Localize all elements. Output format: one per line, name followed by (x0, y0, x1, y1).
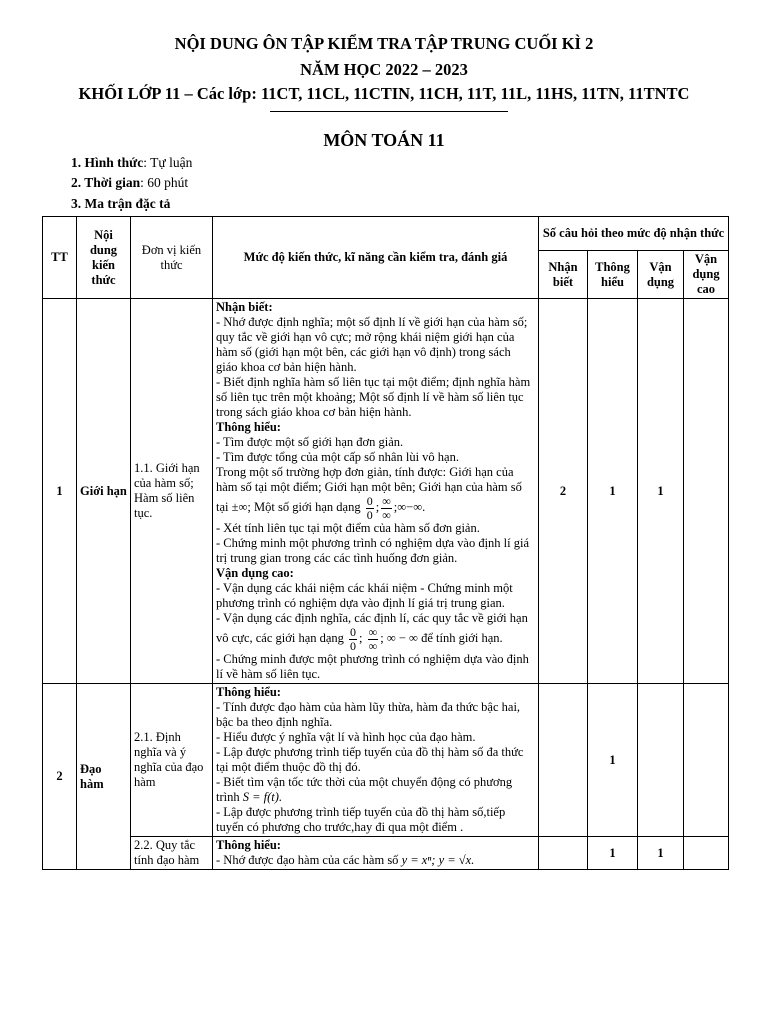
frac-den: 0 (350, 638, 357, 653)
frac-num: 0 (366, 494, 373, 508)
frac-num: ∞ (382, 494, 391, 508)
meta-time (71, 175, 188, 191)
row-description (213, 837, 539, 870)
th-content: Nội dung kiến thức (77, 217, 131, 299)
desc-line: - Biết định nghĩa hàm số liên tục tại một điểm; định nghĩa hàm số liên tục trên một khoảng; Một số định lí về hàm số liên tục trong sách giáo khoa cơ bản hiện hành. (216, 375, 531, 419)
desc-line: - Chứng minh được một phương trình có nghiệm dựa vào định lí về hàm số liên tục. (216, 652, 529, 682)
desc-line: - Lập được phương trình tiếp tuyến của đồ thị hàm số đa thức tại một điểm thuộc đồ thị đó. (216, 745, 524, 775)
count-recog: 2 (539, 299, 588, 684)
doc-title-year: NĂM HỌC 2022 – 2023 (300, 60, 468, 79)
count-apply-high (684, 837, 729, 870)
desc-line: - Tìm được một số giới hạn đơn giản. (216, 435, 404, 449)
desc-text: ∞ − ∞ để tính giới hạn. (386, 631, 503, 646)
desc-line: - Vận dụng các định nghĩa, các định lí, các quy tắc về giới hạn vô cực, các giới hạn dạng $\frac{0}{0}$ ; $\frac{\infty}{\infty}$ ; ∞ − ∞ để tính giới hạn. (216, 611, 528, 653)
row-description (213, 684, 539, 837)
fraction-zero-over-zero (349, 626, 357, 652)
meta-time-value: : 60 phút (140, 175, 189, 190)
th-tt: TT (43, 217, 77, 299)
count-recog (539, 837, 588, 870)
spec-matrix-table (42, 216, 729, 870)
th-apply-high: Vận dụng cao (684, 251, 729, 299)
row-unit: 1.1. Giới hạn của hàm số; Hàm số liên tục. (131, 299, 213, 684)
level-heading: Nhận biết: (216, 300, 273, 314)
frac-den: 0 (366, 507, 373, 522)
th-level: Mức độ kiến thức, kĩ năng cần kiểm tra, đánh giá (213, 217, 539, 299)
row-tt: 1 (43, 299, 77, 684)
table-row (43, 299, 729, 684)
frac-num: ∞ (368, 625, 378, 640)
doc-title-classes: KHỐI LỚP 11 – Các lớp: 11CT, 11CL, 11CTIN, 11CH, 11T, 11L, 11HS, 11TN, 11TNTC (78, 84, 690, 103)
count-understand: 1 (588, 684, 638, 837)
subject-title: MÔN TOÁN 11 (323, 130, 445, 150)
th-understand: Thông hiểu (588, 251, 638, 299)
th-apply: Vận dụng (638, 251, 684, 299)
fraction-zero-over-zero (366, 495, 374, 521)
level-heading: Thông hiểu: (216, 838, 281, 853)
th-count: Số câu hỏi theo mức độ nhận thức (539, 217, 729, 251)
desc-text: - Nhớ được đạo hàm của các hàm số (216, 853, 399, 868)
frac-den: ∞ (382, 507, 391, 522)
count-recog (539, 684, 588, 837)
math-expression: S = f(t). (242, 790, 283, 805)
th-unit: Đơn vị kiến thức (131, 217, 213, 299)
count-apply: 1 (638, 299, 684, 684)
desc-line: - Lập được phương trình tiếp tuyến của đồ thị hàm số,tiếp tuyến có phương cho trước,hay đi qua một điểm . (216, 805, 506, 835)
desc-line: Trong một số trường hợp đơn giản, tính được: Giới hạn của hàm số tại một điểm; Giới hạn một bên; Giới hạn của hàm số tại ±∞; Một số giới hạn dạng $\frac{0}{0}$ ; $\frac{\infty}{\infty}$ ;∞−∞. (216, 465, 522, 522)
desc-line (216, 853, 535, 868)
count-understand: 1 (588, 837, 638, 870)
th-recog: Nhận biết (539, 251, 588, 299)
desc-text: Trong một số trường hợp đơn giản, tính được: Giới hạn của hàm số tại một điểm; Giới hạn một bên; Giới hạn của hàm số tại ±∞; Một số giới hạn dạng (216, 465, 522, 514)
fraction-inf-over-inf (381, 495, 392, 521)
desc-line (216, 775, 535, 805)
level-heading: Thông hiểu: (216, 685, 281, 700)
count-understand: 1 (588, 299, 638, 684)
count-apply: 1 (638, 837, 684, 870)
desc-line: - Tính được đạo hàm của hàm lũy thừa, hàm đa thức bậc hai, bậc ba theo định nghĩa. (216, 700, 521, 730)
meta-form (71, 155, 192, 171)
meta-time-label: 2. Thời gian (71, 175, 141, 190)
math-expression: y = xⁿ; y = √x. (401, 853, 475, 868)
meta-matrix-label: 3. Ma trận đặc tả (71, 196, 171, 211)
row-description (213, 299, 539, 684)
desc-line: - Chứng minh một phương trình có nghiệm dựa vào định lí giá trị trung gian trong các các tình huống đơn giản. (216, 536, 530, 566)
desc-text: ;∞−∞. (393, 499, 426, 514)
desc-line: - Xét tính liên tục tại một điểm của hàm số đơn giản. (216, 521, 480, 536)
desc-line: - Tìm được tổng của một cấp số nhân lùi vô hạn. (216, 450, 459, 464)
title-underline (270, 111, 508, 112)
count-apply-high (684, 684, 729, 837)
row-content: Đạo hàm (77, 684, 131, 870)
row-content: Giới hạn (77, 299, 131, 684)
level-heading: Thông hiểu: (216, 420, 281, 434)
meta-form-label: 1. Hình thức (71, 155, 144, 170)
count-apply-high (684, 299, 729, 684)
meta-matrix (71, 196, 170, 212)
frac-num: 0 (350, 625, 357, 640)
row-tt: 2 (43, 684, 77, 870)
doc-title-line1: NỘI DUNG ÔN TẬP KIỂM TRA TẬP TRUNG CUỐI KÌ 2 (174, 34, 594, 53)
desc-text: - Vận dụng các định nghĩa, các định lí, các quy tắc về giới hạn vô cực, các giới hạn dạng (216, 611, 528, 646)
row-unit: 2.2. Quy tắc tính đạo hàm (131, 837, 213, 870)
frac-den: ∞ (368, 638, 378, 653)
level-heading: Vận dụng cao: (216, 566, 294, 581)
table-row (43, 684, 729, 837)
desc-text: - Biết tìm vận tốc tức thời của một chuyển động có phương trình (216, 775, 513, 805)
desc-line: - Nhớ được định nghĩa; một số định lí về giới hạn của hàm số; quy tắc về giới hạn vô cực; mở rộng khái niệm giới hạn của hàm số (giới hạn một bên, các giới hạn vô định) trong sách giáo khoa cơ bản hiện hành. (216, 315, 528, 374)
desc-line: - Hiểu được ý nghĩa vật lí và hình học của đạo hàm. (216, 730, 476, 745)
row-unit: 2.1. Định nghĩa và ý nghĩa của đạo hàm (131, 684, 213, 837)
table-row (43, 837, 729, 870)
fraction-inf-over-inf (368, 626, 379, 652)
meta-form-value: : Tự luận (143, 155, 193, 170)
count-apply (638, 684, 684, 837)
desc-line: - Vận dụng các khái niệm các khái niệm - Chứng minh một phương trình có nghiệm dựa vào định lí giá trị trung gian. (216, 581, 513, 611)
